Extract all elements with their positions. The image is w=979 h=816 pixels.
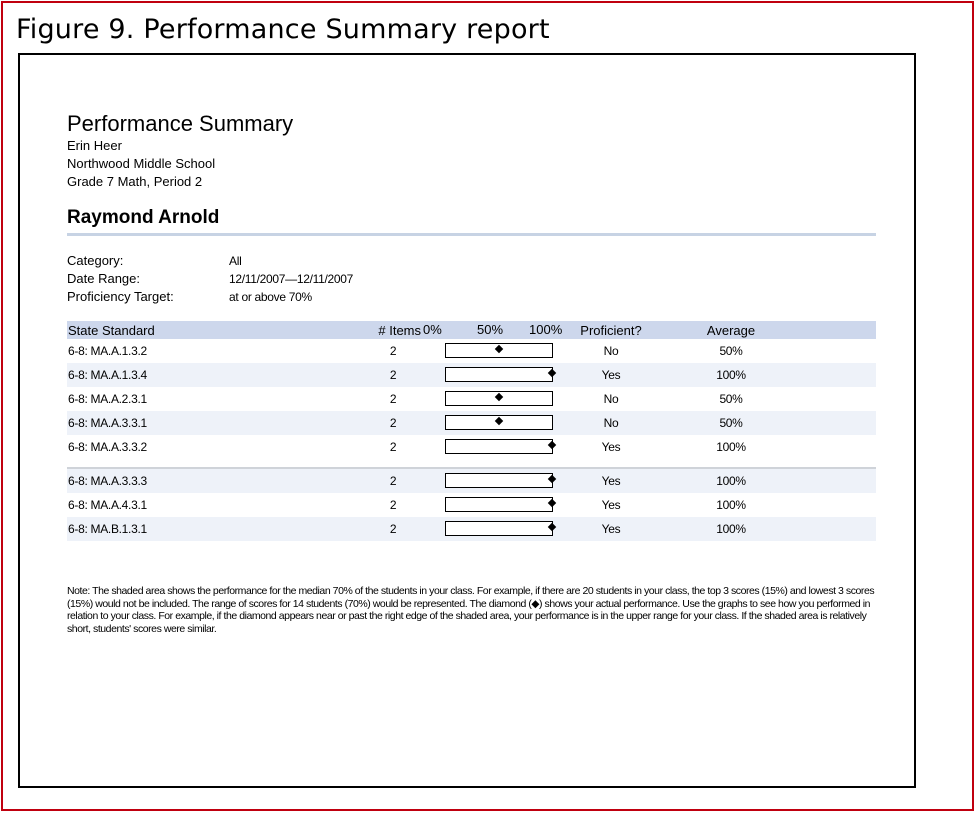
performance-bar (445, 473, 553, 488)
header-scale-100: 100% (529, 322, 563, 337)
performance-bar (445, 367, 553, 382)
teacher-name: Erin Heer (67, 138, 122, 153)
param-label: Category: (67, 253, 124, 268)
cell-proficient: No (603, 344, 619, 358)
cell-standard: 6-8: MA.A.3.3.3 (68, 474, 147, 488)
standards-table (67, 321, 876, 541)
student-name: Raymond Arnold (67, 207, 220, 228)
cell-average: 50% (719, 344, 743, 358)
table-row (67, 493, 876, 517)
table-row (67, 339, 876, 363)
cell-proficient: No (603, 392, 619, 406)
table-body (67, 339, 876, 541)
cell-performance-graph (429, 493, 551, 517)
cell-proficient: Yes (601, 368, 621, 382)
cell-average: 100% (716, 522, 746, 536)
cell-average: 50% (719, 392, 743, 406)
performance-bar (445, 521, 553, 536)
cell-proficient: Yes (601, 498, 621, 512)
cell-standard: 6-8: MA.A.3.3.1 (68, 416, 147, 430)
cell-average: 100% (716, 440, 746, 454)
cell-items: 2 (389, 474, 397, 488)
performance-bar (445, 439, 553, 454)
table-row (67, 411, 876, 435)
param-date-range (67, 270, 876, 288)
cell-average: 100% (716, 368, 746, 382)
cell-performance-graph (429, 469, 551, 493)
cell-performance-graph (429, 411, 551, 435)
cell-average: 50% (719, 416, 743, 430)
param-proficiency-target (67, 288, 876, 306)
report-note: Note: The shaded area shows the performance for the median 70% of the students in your class. For example, if there are 20 students in your class, the top 3 scores (15%) and lowest 3 scores (15%) would not be included. The range of scores for 14 students (70%) would be represented. The diamond (◆) shows your actual performance. Use the graphs to see how you performed in relation to your class. For example, if the diamond appears near or past the right edge of the shaded area, your performance is in the upper range for your class. If the shaded area is relatively short, students' scores were similar. (67, 585, 875, 635)
cell-standard: 6-8: MA.A.2.3.1 (68, 392, 147, 406)
report-title: Performance Summary (67, 111, 294, 136)
header-scale (423, 321, 563, 339)
header-scale-50: 50% (477, 322, 504, 337)
student-divider (67, 233, 876, 236)
param-value: All (229, 254, 242, 268)
cell-performance-graph (429, 435, 551, 459)
cell-standard: 6-8: MA.A.3.3.2 (68, 440, 147, 454)
param-label: Date Range: (67, 271, 140, 286)
param-value: 12/11/2007—12/11/2007 (229, 272, 354, 286)
table-header (67, 321, 876, 339)
cell-performance-graph (429, 517, 551, 541)
table-row (67, 467, 876, 493)
param-label: Proficiency Target: (67, 289, 174, 304)
cell-average: 100% (716, 474, 746, 488)
table-row (67, 435, 876, 459)
cell-standard: 6-8: MA.B.1.3.1 (68, 522, 147, 536)
cell-standard: 6-8: MA.A.4.3.1 (68, 498, 147, 512)
header-average: Average (706, 322, 756, 338)
header-state-standard: State Standard (68, 322, 155, 338)
param-value: at or above 70% (229, 290, 312, 304)
report-parameters (67, 252, 876, 306)
header-items: # Items (378, 322, 421, 338)
cell-standard: 6-8: MA.A.1.3.2 (68, 344, 147, 358)
report-frame (18, 53, 916, 788)
cell-items: 2 (389, 416, 397, 430)
table-row (67, 387, 876, 411)
cell-items: 2 (389, 522, 397, 536)
table-row (67, 363, 876, 387)
cell-items: 2 (389, 344, 397, 358)
class-name: Grade 7 Math, Period 2 (67, 174, 203, 189)
cell-proficient: Yes (601, 440, 621, 454)
cell-performance-graph (429, 339, 551, 363)
cell-items: 2 (389, 498, 397, 512)
cell-items: 2 (389, 440, 397, 454)
cell-average: 100% (716, 498, 746, 512)
cell-performance-graph (429, 387, 551, 411)
figure-title: Figure 9. Performance Summary report (16, 14, 550, 45)
cell-items: 2 (389, 368, 397, 382)
cell-proficient: Yes (601, 522, 621, 536)
cell-proficient: No (603, 416, 619, 430)
cell-proficient: Yes (601, 474, 621, 488)
cell-items: 2 (389, 392, 397, 406)
table-row (67, 517, 876, 541)
cell-performance-graph (429, 363, 551, 387)
header-scale-0: 0% (423, 322, 442, 337)
param-category (67, 252, 876, 270)
performance-summary-report (67, 111, 876, 635)
header-proficient: Proficient? (580, 322, 642, 338)
school-name: Northwood Middle School (67, 156, 216, 171)
cell-standard: 6-8: MA.A.1.3.4 (68, 368, 147, 382)
performance-bar (445, 497, 553, 512)
